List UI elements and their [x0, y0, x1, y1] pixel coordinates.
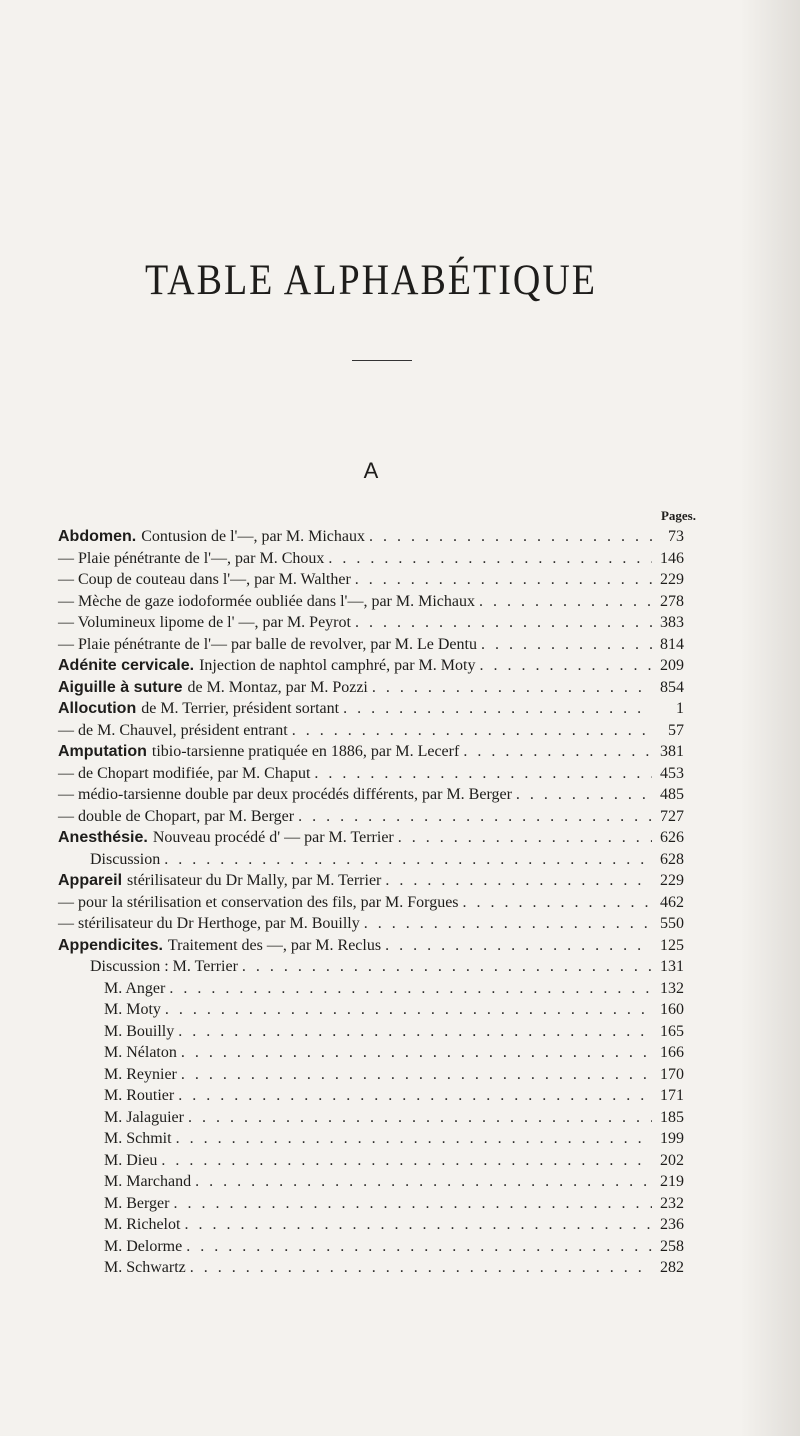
- entry-page-number: 165: [660, 1022, 684, 1040]
- dot-leader: [385, 935, 652, 957]
- entry-text: tibio-tarsienne pratiquée en 1886, par M. Lecerf: [151, 743, 460, 760]
- pages-column-header: Pages.: [660, 508, 696, 523]
- entry-page-number: 485: [660, 786, 684, 803]
- entry-page-number: 170: [660, 1065, 684, 1083]
- entry-page-number: 132: [660, 979, 684, 997]
- entry-text: Nouveau procédé d' — par M. Terrier: [152, 829, 394, 846]
- entry-heading: Adénite cervicale.: [58, 657, 195, 674]
- entry-text: stérilisateur du Dr Mally, par M. Terrier: [127, 872, 382, 889]
- entry-page-number: 258: [660, 1237, 684, 1255]
- entry-page-number: 160: [660, 1001, 684, 1018]
- index-entry: [58, 548, 684, 570]
- entry-page-number: 462: [660, 893, 684, 911]
- entry-text: Discussion: [90, 850, 161, 868]
- dot-leader: [292, 720, 652, 742]
- entry-text: M. Dieu: [104, 1151, 158, 1169]
- entry-text: Injection de naphtol camphré, par M. Moty: [199, 657, 476, 674]
- index-entry: [58, 1257, 684, 1279]
- entry-page-number: 814: [660, 635, 684, 653]
- entry-heading: Amputation: [58, 743, 147, 760]
- entry-heading: Abdomen.: [58, 528, 137, 545]
- entry-heading: Appareil: [58, 872, 123, 889]
- section-letter: A: [363, 458, 379, 483]
- index-entry: [58, 849, 684, 871]
- entry-page-number: 282: [660, 1259, 684, 1276]
- entry-text: — Plaie pénétrante de l'— par balle de revolver, par M. Le Dentu: [58, 635, 477, 653]
- dot-leader: [173, 1193, 652, 1215]
- entry-text: Contusion de l'—, par M. Michaux: [141, 528, 365, 545]
- index-entry: [58, 1150, 684, 1172]
- entry-page-number: 219: [660, 1173, 684, 1190]
- entry-text: M. Bouilly: [104, 1022, 175, 1040]
- entry-text: — de M. Chauvel, président entrant: [58, 721, 288, 739]
- dot-leader: [242, 956, 652, 978]
- entry-page-number: 278: [660, 592, 684, 610]
- index-entry: [58, 892, 684, 914]
- dot-leader: [372, 677, 652, 699]
- entry-page-number: 202: [660, 1151, 684, 1169]
- dot-leader: [184, 1214, 652, 1236]
- index-entry: [58, 612, 684, 634]
- entry-text: Traitement des —, par M. Reclus: [167, 936, 382, 954]
- page-edge-shading: [740, 0, 800, 1436]
- entry-page-number: 73: [668, 528, 684, 545]
- dot-leader: [355, 612, 652, 634]
- dot-leader: [328, 548, 652, 570]
- dot-leader: [355, 569, 652, 591]
- index-entry: [58, 1107, 684, 1129]
- dot-leader: [161, 1150, 652, 1172]
- entry-text: M. Routier: [104, 1087, 175, 1104]
- index-entry: [58, 591, 684, 613]
- dot-leader: [178, 1021, 652, 1043]
- entry-page-number: 131: [660, 958, 684, 975]
- entry-heading: Allocution: [58, 700, 137, 717]
- dot-leader: [385, 870, 652, 892]
- entry-page-number: 854: [660, 678, 684, 696]
- entry-text: — stérilisateur du Dr Herthoge, par M. Bouilly: [58, 915, 360, 932]
- index-entry: [58, 806, 684, 828]
- entry-page-number: 171: [660, 1087, 684, 1104]
- entry-page-number: 229: [660, 571, 684, 588]
- dot-leader: [516, 784, 652, 806]
- dot-leader: [181, 1042, 652, 1064]
- entry-page-number: 209: [660, 657, 684, 674]
- entry-text: M. Schwartz: [104, 1259, 186, 1276]
- dot-leader: [195, 1171, 652, 1193]
- entry-text: M. Reynier: [104, 1065, 177, 1083]
- index-entry: [58, 956, 684, 978]
- index-entry: [58, 784, 684, 806]
- index-entry: [58, 677, 684, 699]
- entry-page-number: 125: [660, 936, 684, 954]
- entry-page-number: 550: [660, 915, 684, 932]
- index-entry: [58, 1128, 684, 1150]
- entry-text: Discussion : M. Terrier: [90, 958, 238, 975]
- entry-text: M. Richelot: [104, 1216, 181, 1233]
- page-title: TABLE ALPHABÉTIQUE: [145, 255, 597, 305]
- entry-page-number: 727: [660, 807, 684, 825]
- dot-leader: [479, 591, 652, 613]
- index-entry: [58, 720, 684, 742]
- entry-page-number: 229: [660, 872, 684, 889]
- index-entry: [58, 827, 684, 849]
- index-entry: [58, 1236, 684, 1258]
- entry-text: — Mèche de gaze iodoformée oubliée dans l'—, par M. Michaux: [58, 592, 475, 610]
- entry-page-number: 383: [660, 614, 684, 631]
- entry-page-number: 232: [660, 1194, 684, 1212]
- entry-text: — médio-tarsienne double par deux procédés différents, par M. Berger: [58, 786, 512, 803]
- index-entry: [58, 634, 684, 656]
- dot-leader: [169, 978, 652, 1000]
- dot-leader: [398, 827, 652, 849]
- entry-text: — Coup de couteau dans l'—, par M. Walther: [58, 571, 351, 588]
- index-entry: [58, 698, 684, 720]
- dot-leader: [463, 892, 652, 914]
- entry-text: — de Chopart modifiée, par M. Chaput: [58, 764, 311, 782]
- index-entry: [58, 999, 684, 1021]
- entry-text: M. Marchand: [104, 1173, 192, 1190]
- entry-page-number: 199: [660, 1130, 684, 1147]
- entry-heading: Appendicites.: [58, 936, 163, 954]
- index-entry: [58, 763, 684, 785]
- entry-page-number: 381: [660, 743, 684, 760]
- dot-leader: [343, 698, 652, 720]
- dot-leader: [188, 1107, 652, 1129]
- dot-leader: [190, 1257, 652, 1279]
- entry-text: M. Nélaton: [104, 1044, 177, 1061]
- title-rule: [352, 360, 412, 361]
- dot-leader: [298, 806, 652, 828]
- index-entry: [58, 1064, 684, 1086]
- entry-text: — pour la stérilisation et conservation des fils, par M. Forgues: [58, 893, 459, 911]
- entry-text: M. Jalaguier: [104, 1108, 184, 1126]
- index-entry: [58, 1085, 684, 1107]
- entry-text: M. Anger: [104, 979, 166, 997]
- index-entry: [58, 1021, 684, 1043]
- entry-text: de M. Terrier, président sortant: [141, 700, 340, 717]
- dot-leader: [186, 1236, 652, 1258]
- dot-leader: [176, 1128, 652, 1150]
- index-entry: [58, 1171, 684, 1193]
- index-entry: [58, 913, 684, 935]
- index-entry: [58, 526, 684, 548]
- dot-leader: [165, 999, 652, 1021]
- index-entry: [58, 935, 684, 957]
- index-entry: [58, 655, 684, 677]
- dot-leader: [314, 763, 652, 785]
- entry-text: — double de Chopart, par M. Berger: [58, 807, 295, 825]
- entry-page-number: 1: [676, 700, 684, 717]
- entry-text: M. Delorme: [104, 1237, 183, 1255]
- index-entry: [58, 1214, 684, 1236]
- index-entry: [58, 569, 684, 591]
- index-entry: [58, 1193, 684, 1215]
- entry-heading: Anesthésie.: [58, 829, 148, 846]
- index-entry: [58, 1042, 684, 1064]
- entry-text: de M. Montaz, par M. Pozzi: [187, 678, 368, 696]
- index-entry: [58, 741, 684, 763]
- dot-leader: [463, 741, 652, 763]
- entry-text: — Volumineux lipome de l' —, par M. Peyrot: [58, 614, 351, 631]
- entry-heading: Aiguille à suture: [58, 678, 183, 696]
- entry-page-number: 146: [660, 549, 684, 567]
- index-entry: [58, 978, 684, 1000]
- dot-leader: [164, 849, 652, 871]
- entry-page-number: 626: [660, 829, 684, 846]
- entry-text: — Plaie pénétrante de l'—, par M. Choux: [58, 549, 325, 567]
- dot-leader: [364, 913, 652, 935]
- entry-page-number: 236: [660, 1216, 684, 1233]
- dot-leader: [178, 1085, 652, 1107]
- entry-text: M. Moty: [104, 1001, 161, 1018]
- entry-text: M. Berger: [104, 1194, 170, 1212]
- entry-page-number: 453: [660, 764, 684, 782]
- dot-leader: [181, 1064, 652, 1086]
- dot-leader: [479, 655, 652, 677]
- entry-page-number: 57: [668, 721, 684, 739]
- entry-page-number: 166: [660, 1044, 684, 1061]
- index-entries: [58, 526, 684, 1279]
- entry-page-number: 628: [660, 850, 684, 868]
- dot-leader: [369, 526, 652, 548]
- index-entry: [58, 870, 684, 892]
- dot-leader: [481, 634, 652, 656]
- entry-page-number: 185: [660, 1108, 684, 1126]
- entry-text: M. Schmit: [104, 1130, 172, 1147]
